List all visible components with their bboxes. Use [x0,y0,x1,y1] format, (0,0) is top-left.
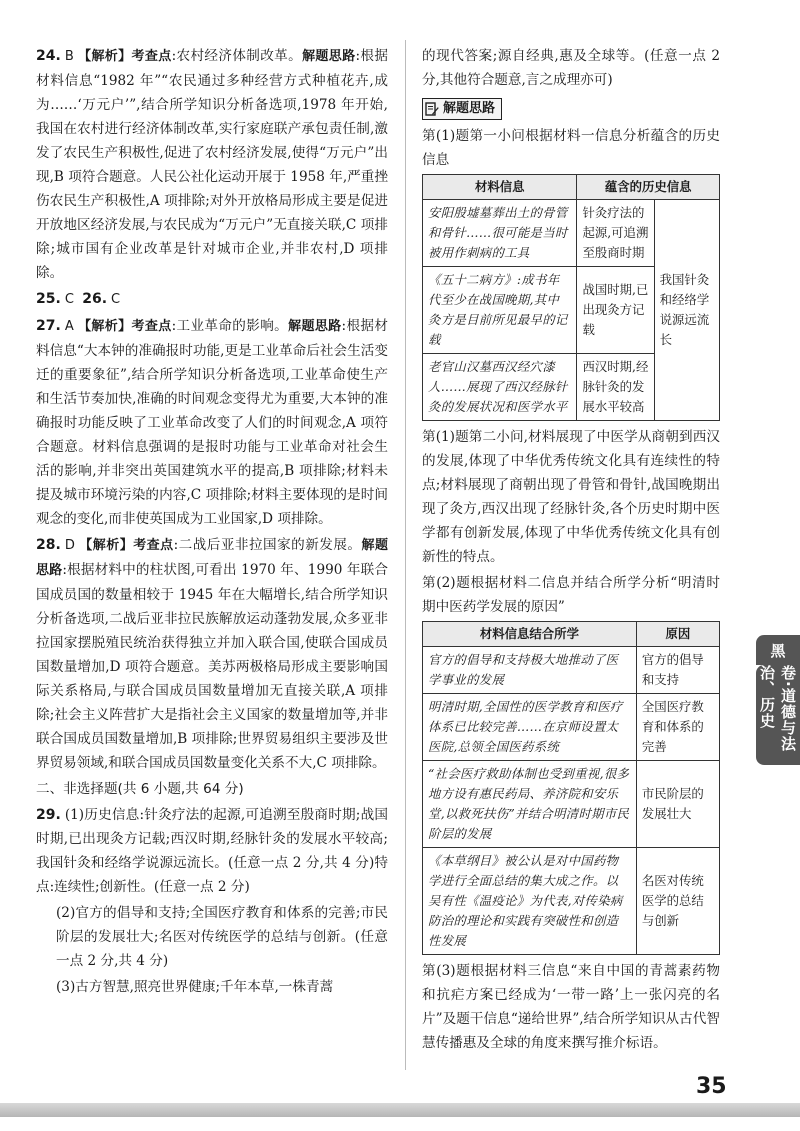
pencil-note-icon [425,102,439,116]
table-cell: 市民阶层的发展壮大 [636,761,719,848]
table-cell: 《五十二病方》:成书年代至少在战国晚期,其中灸方是目前所见最早的记载 [423,267,577,354]
answer-choice: B [64,49,74,64]
analysis-tag: 【解析】 [78,538,134,553]
table-cell: 战国时期,已出现灸方记载 [577,267,654,354]
table-cell: 明清时期,全国性的医学教育和医疗体系已比较完善……在京师设置太医院,总领全国医药系统 [423,694,637,761]
intro-2: 第(2)题根据材料二信息并结合所学分析“明清时期中医药学发展的原因” [422,575,720,615]
page-number: 35 [696,1074,727,1099]
table-cell: 老官山汉墓西汉经穴漆人……展现了西汉经脉针灸的发展状况和医学水平 [423,354,577,421]
table-cell: 安阳殷墟墓葬出土的骨管和骨针……很可能是当时被用作刺病的工具 [423,200,577,267]
answer-choice: A [64,319,74,334]
answer-choice: C [111,292,121,307]
answer-27 [36,314,388,531]
answer-25-26 [36,287,388,312]
table-cell: 官方的倡导和支持 [636,647,719,694]
column-header: 蕴含的历史信息 [577,175,720,200]
answer-choice: C [64,292,74,307]
question-number: 28. [36,537,61,553]
answer-choice: D [64,538,75,553]
table-cell: 名医对传统医学的总结与创新 [636,848,719,955]
continued-text: 的现代答案;源自经典,惠及全球等。(任意一点 2 分,其他符合题意,言之成理亦可) [422,48,720,88]
table-cell: “社会医疗救助体制也受到重视,很多地方设有惠民药局、养济院和安乐堂,以救死扶伤”并结合明清时期市民阶层的发展 [423,761,637,848]
text: :根据材料信息“1982 年”“农民通过多种经营方式种植花卉,成为……‘万元户’”,结合所学知识分析备选项,1978 年开始,我国在农村进行经济体制改革,实行家庭联产承包责任制,激发了农民生产积极性,促进了农村经济发展,使得“万元户”出现,B 项符合题意。人民公社化运动开展于 1958 年,严重挫伤农民生产积极性,A 项排除;对外开放格局形成主要是促进开放地区经济发展,与农民成为“万元户”无直接关联,C 项排除;城市国有企业改革是针对城市企业,并非农村,D 项排除。 [36,48,388,281]
question-number: 25. [36,291,61,307]
keyword: 考查点 [131,319,172,334]
answer-29-part3: (3)古方智慧,照亮世界健康;千年本草,一株青蒿 [56,979,334,995]
answer-29-part2: (2)官方的倡导和支持;全国医疗教育和体系的完善;市民阶层的发展壮大;名医对传统医学的总结与创新。(任意一点 2 分,共 4 分) [56,905,388,969]
right-column [422,44,720,1057]
table-cell: 全国医疗教育和体系的完善 [636,694,719,761]
table-row [423,694,720,761]
text: :工业革命的影响。 [171,318,289,334]
text: (1)历史信息:针灸疗法的起源,可追溯至殷商时期;战国时期,已出现灸方记载;西汉时期,经脉针灸的发展水平较高;我国针灸和经络学说源远流长。(任意一点 2 分,共 4 分)特点:连续性;创新性。(任意一点 2 分) [36,807,388,895]
keyword: 解题思路 [302,49,356,64]
text: :根据材料信息“大本钟的准确报时功能,更是工业革命后社会生活变迁的重要象征”,结合所学知识分析备选项,工业革命使生产和生活节奏加快,准确的时间观念变得尤为重要,大本钟的准确报时功能反映了工业革命改变了人们的时间观念,A 项符合题意。材料信息强调的是报时功能与工业革命对社会生活的影响,并非突出英国建筑水平的提高,B 项排除;材料未提及城市环境污染的内容,C 项排除;材料主要体现的是时间观念的变化,而非使英国成为工业国家,D 项排除。 [36,318,388,527]
badge-label: 解题思路 [443,101,496,116]
side-tab-top: 黑 [756,635,800,665]
table-row [423,761,720,848]
table-cell: 针灸疗法的起源,可追溯至殷商时期 [577,200,654,267]
column-header: 材料信息 [423,175,577,200]
column-header: 材料信息结合所学 [423,622,637,647]
table-row [423,848,720,955]
paragraph-3: 第(3)题根据材料三信息“来自中国的青蒿素药物和抗疟方案已经成为‘一带一路’上一张闪亮的名片”及题干信息“递给世界”,结合所学知识从古代智慧传播惠及全球的角度来撰写推介标语。 [422,963,720,1051]
table-historical-info [422,174,720,421]
table-row [423,200,720,267]
question-number: 26. [82,291,108,307]
column-divider [405,40,406,1070]
section-heading: 二、非选择题(共 6 小题,共 64 分) [36,781,244,797]
solution-badge [422,98,502,120]
table-reasons [422,621,720,955]
table-cell: 官方的倡导和支持极大地推动了医学事业的发展 [423,647,637,694]
text: :农村经济体制改革。 [171,48,303,64]
text: :二战后亚非拉国家的新发展。 [173,537,362,553]
keyword: 考查点 [133,538,174,553]
keyword: 解题思路 [36,538,388,578]
keyword: 考查点 [131,49,172,64]
paragraph-2: 第(1)题第二小问,材料展现了中医学从商朝到西汉的发展,体现了中华优秀传统文化具有连续性的特点;材料展现了商朝出现了骨管和骨针,战国晚期出现了灸方,西汉出现了经脉针灸,各个历史时期中医学都有创新发展,体现了中华优秀传统文化具有创新性的特点。 [422,429,720,565]
keyword: 解题思路 [288,319,342,334]
question-number: 27. [36,318,61,334]
side-tab: 卷·道德与法治、历史 [756,665,800,765]
text: :根据材料中的柱状图,可看出 1970 年、1990 年联合国成员国的数量相较于 1945 年在大幅增长,结合所学知识分析备选项,二战后亚非拉民族解放运动蓬勃发展,众多亚非拉国家摆脱殖民统治获得独立并加入联合国,使联合国成员国数量增加,D 项符合题意。美苏两极格局形成主要影响国际关系格局,与联合国成员国数量增加无直接关联,A 项排除;社会主义阵营扩大是指社会主义国家的数量增加等,并非联合国成员国数量增加,B 项排除;世界贸易组织主要涉及世界贸易领域,和联合国成员国数量变化关系不大,C 项排除。 [36,562,388,771]
answer-24 [36,44,388,285]
answer-28 [36,533,388,775]
answer-29 [36,803,388,899]
table-row [423,647,720,694]
intro-1: 第(1)题第一小问根据材料一信息分析蕴含的历史信息 [422,128,720,168]
table-cell: 《本草纲目》被公认是对中国药物学进行全面总结的集大成之作。以吴有性《温疫论》为代表,对传染病防治的理论和实践有突破性和创造性发展 [423,848,637,955]
left-column [36,44,388,1001]
question-number: 24. [36,48,61,64]
analysis-tag: 【解析】 [77,49,132,64]
footer-bar [0,1103,800,1117]
table-cell-merged: 我国针灸和经络学说源远流长 [654,200,719,421]
question-number: 29. [36,807,61,823]
table-cell: 西汉时期,经脉针灸的发展水平较高 [577,354,654,421]
analysis-tag: 【解析】 [77,319,132,334]
column-header: 原因 [636,622,719,647]
